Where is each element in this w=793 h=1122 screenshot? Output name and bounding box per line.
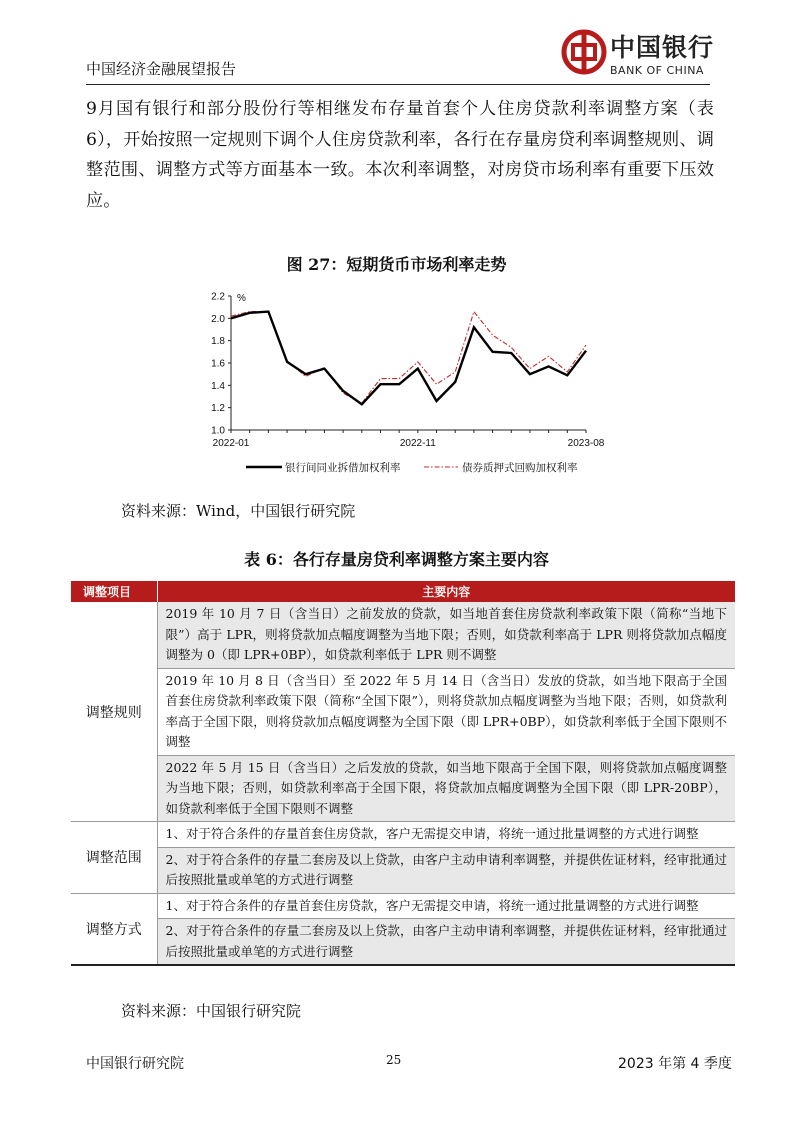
logo-chinese-text: 中国银行: [610, 33, 715, 62]
category-rules: 调整规则: [71, 602, 157, 822]
y-tick-label: 2.2: [211, 291, 225, 303]
table-cell: 2、对于符合条件的存量二套房及以上贷款，由客户主动申请利率调整，并提供佐证材料，经审批通过后按照批量或单笔的方式进行调整: [157, 919, 735, 966]
table-row: [71, 602, 735, 668]
table-title: 表 6：各行存量房贷利率调整方案主要内容: [244, 550, 549, 569]
y-tick-label: 1.6: [211, 358, 225, 370]
adjustment-plan-table: [71, 581, 735, 966]
y-tick-label: 2.0: [211, 313, 225, 325]
table-row: [71, 755, 735, 822]
table-row: [71, 668, 735, 755]
y-tick-label: 1.2: [211, 403, 225, 415]
y-tick-label: 1.8: [211, 336, 225, 348]
table-header-row: [71, 581, 735, 602]
series-line-interbank-lending: [231, 312, 586, 405]
figure-source: 资料来源：Wind，中国银行研究院: [121, 502, 356, 520]
y-tick-label: 1.4: [211, 380, 225, 392]
footer-institute: 中国银行研究院: [86, 1056, 184, 1072]
table-cell: 1、对于符合条件的存量首套住房贷款，客户无需提交申请，将统一通过批量调整的方式进行调整: [157, 822, 735, 848]
x-tick-label: 2022-01: [212, 438, 250, 449]
page-number: 25: [386, 1053, 402, 1067]
legend-label-bond-repo: 债券质押式回购加权利率: [462, 462, 578, 474]
table-cell: 2022 年 5 月 15 日（含当日）之后发放的贷款，如当地下限高于全国下限，则将贷款加点幅度调整为当地下限；否则，如贷款利率高于全国下限，将贷款加点幅度调整为全国下限（即 LPR-20BP），如贷款利率低于全国下限则不调整: [157, 755, 735, 822]
table-row: [71, 822, 735, 848]
header-main-content: 主要内容: [157, 581, 735, 602]
category-scope: 调整范围: [71, 822, 157, 894]
logo-english-text: BANK OF CHINA: [610, 64, 704, 77]
category-method: 调整方式: [71, 893, 157, 965]
legend-label-interbank-lending: 银行间同业拆借加权利率: [285, 462, 401, 474]
table-source: 资料来源：中国银行研究院: [121, 1002, 302, 1020]
money-market-rate-chart: [0, 0, 793, 500]
table-row: [71, 847, 735, 893]
body-paragraph: 9月国有银行和部分股份行等相继发布存量首套个人住房贷款利率调整方案（表6），开始按照一定规则下调个人住房贷款利率，各行在存量房贷利率调整规则、调整范围、调整方式等方面基本一致。本次利率调整，对房贷市场利率有重要下压效应。: [86, 99, 714, 211]
header-adjust-item: 调整项目: [71, 581, 157, 602]
y-tick-label: 1.0: [211, 425, 225, 437]
footer-quarter: 2023 年第 4 季度: [618, 1056, 732, 1072]
table-cell: 2019 年 10 月 8 日（含当日）至 2022 年 5 月 14 日（含当日）发放的贷款，如当地下限高于全国首套住房贷款利率政策下限（简称“全国下限”），则将贷款加点幅度调整为当地下限；否则，如贷款利率高于全国下限，则将贷款加点幅度调整为全国下限（即 LPR+0BP），如贷款利率低于全国下限则不调整: [157, 668, 735, 755]
y-axis-unit-label: %: [237, 293, 246, 304]
table-row: [71, 893, 735, 919]
table-cell: 2019 年 10 月 7 日（含当日）之前发放的贷款，如当地首套住房贷款利率政策下限（简称“当地下限”）高于 LPR，则将贷款加点幅度调整为当地下限；否则，如贷款利率高于 LPR 则将贷款加点幅度调整为 0（即 LPR+0BP），如贷款利率低于 LPR 则不调整: [157, 602, 735, 668]
x-tick-label: 2022-11: [399, 438, 436, 449]
table-row: [71, 919, 735, 966]
table-cell: 2、对于符合条件的存量二套房及以上贷款，由客户主动申请利率调整，并提供佐证材料，经审批通过后按照批量或单笔的方式进行调整: [157, 847, 735, 893]
figure-title: 图 27：短期货币市场利率走势: [286, 255, 507, 274]
table-cell: 1、对于符合条件的存量首套住房贷款，客户无需提交申请，将统一通过批量调整的方式进行调整: [157, 893, 735, 919]
report-title: 中国经济金融展望报告: [86, 60, 237, 78]
x-tick-label: 2023-08: [567, 438, 605, 449]
